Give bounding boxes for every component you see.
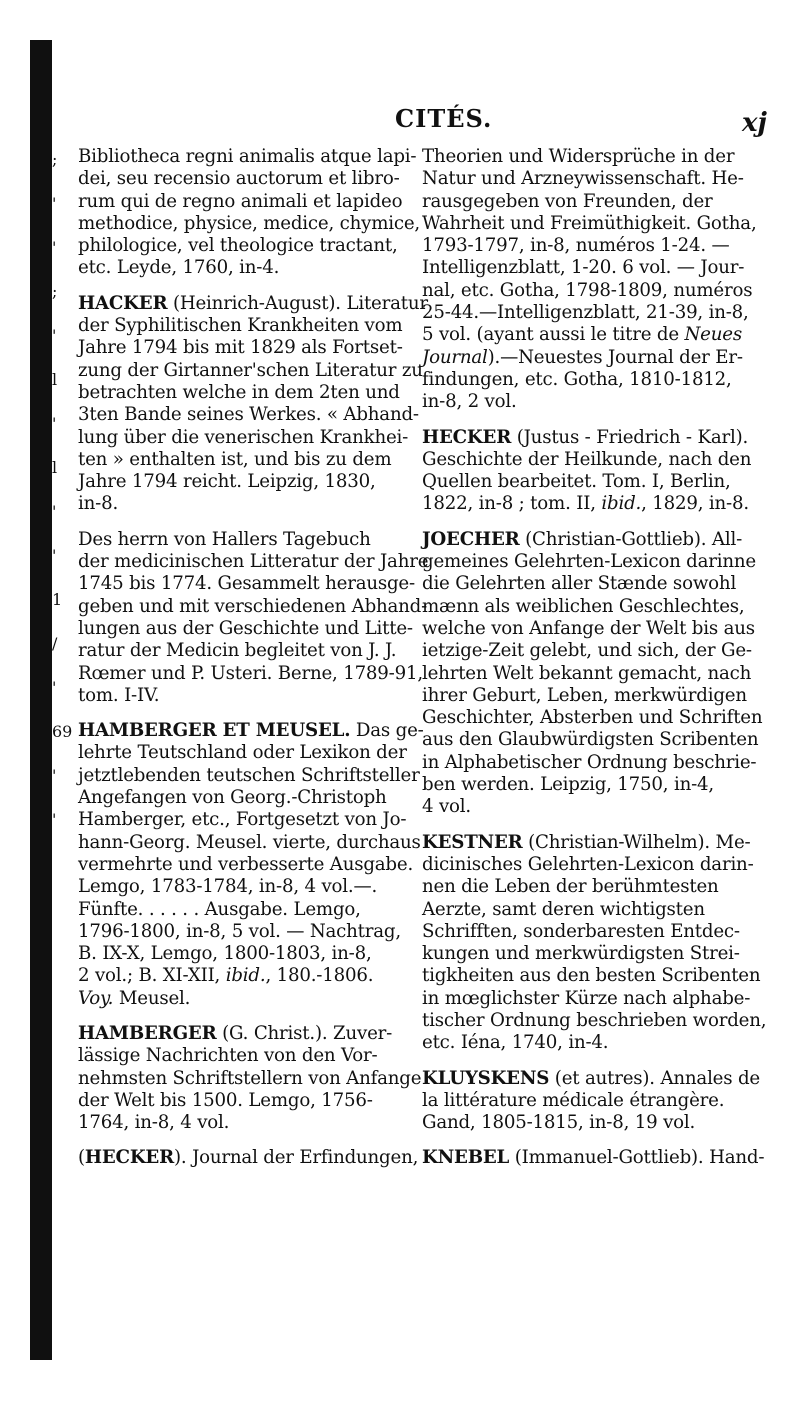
text-line: tom. I-IV.: [78, 684, 160, 706]
right-entry-4: [422, 832, 766, 1055]
text-line: etc. Iéna, 1740, in-4.: [422, 1032, 609, 1054]
text-line: 3ten Bande seines Werkes. « Abhand-: [78, 404, 419, 426]
text-line: etc. Leyde, 1760, in-4.: [78, 257, 280, 279]
text-line: hann-Georg. Meusel. vierte, durchaus: [78, 831, 421, 853]
edge-mark: l: [52, 458, 58, 477]
text-line: aus den Glaubwürdigsten Scribenten: [422, 729, 759, 751]
text-line: Schrifften, sonderbaresten Entdec-: [422, 920, 740, 942]
edge-mark: ': [52, 546, 57, 565]
text-line: Jahre 1794 reicht. Leipzig, 1830,: [78, 471, 376, 493]
edge-mark: 1: [52, 590, 63, 609]
text-line: ben werden. Leipzig, 1750, in-4,: [422, 774, 714, 796]
text-line: ratur der Medicin begleitet von J. J.: [78, 640, 397, 662]
italic-text: Journal: [422, 346, 488, 368]
text-line: Geschichter, Absterben und Schriften: [422, 707, 763, 729]
text-line: Intelligenzblatt, 1-20. 6 vol. — Jour-: [422, 257, 745, 279]
text-line: rum qui de regno animali et lapideo: [78, 190, 403, 212]
edge-mark: l: [52, 370, 58, 389]
text-line: Des herrn von Hallers Tagebuch: [78, 528, 371, 550]
text-line: jetztlebenden teutschen Schriftsteller: [78, 764, 420, 786]
author-name: HACKER: [78, 292, 168, 314]
text-line: in mœglichster Kürze nach alphabe-: [422, 987, 751, 1009]
edge-mark: ': [52, 238, 57, 257]
text-line: Aerzte, samt deren wichtigsten: [422, 898, 705, 920]
text-line: der medicinischen Litteratur der Jahre: [78, 551, 429, 573]
text-line: nen die Leben der berühmtesten: [422, 876, 719, 898]
edge-mark: ': [52, 326, 57, 345]
italic-text: ibid.: [225, 965, 266, 987]
text-line: rausgegeben von Freunden, der: [422, 190, 713, 212]
left-entry-1: [78, 146, 420, 280]
text-line: Journal).—Neuestes Journal der Er-: [422, 346, 743, 368]
text-line: gemeines Gelehrten-Lexicon darinne: [422, 551, 756, 573]
text-line: lung über die venerischen Krankhei-: [78, 426, 409, 448]
text-line: (HECKER). Journal der Erfindungen,: [78, 1147, 419, 1169]
text-line: HECKER (Justus - Friedrich - Karl).: [422, 426, 749, 448]
text-line: zung der Girtanner'schen Literatur zu: [78, 359, 423, 381]
author-name: HECKER: [84, 1147, 175, 1169]
left-entry-2: [78, 292, 428, 516]
text-line: nehmsten Schriftstellern von Anfange: [78, 1067, 422, 1089]
text-line: der Syphilitischen Krankheiten vom: [78, 315, 403, 337]
text-line: geben und mit verschiedenen Abhand-: [78, 595, 428, 617]
left-entry-6: [78, 1147, 419, 1169]
text-line: in-8.: [78, 493, 119, 515]
text-line: welche von Anfange der Welt bis aus: [422, 617, 755, 639]
author-name: KLUYSKENS: [422, 1067, 550, 1089]
italic-text: Neues: [684, 324, 742, 346]
text-line: KLUYSKENS (et autres). Annales de: [422, 1067, 760, 1089]
text-line: Lemgo, 1783-1784, in-8, 4 vol.—.: [78, 876, 378, 898]
text-line: lässige Nachrichten von den Vor-: [78, 1045, 378, 1067]
text-line: HAMBERGER ET MEUSEL. Das ge-: [78, 720, 424, 742]
text-line: 5 vol. (ayant aussi le titre de Neues: [422, 324, 742, 346]
text-line: 1793-1797, in-8, numéros 1-24. —: [422, 235, 730, 257]
text-line: Hamberger, etc., Fortgesetzt von Jo-: [78, 809, 407, 831]
author-name: KNEBEL: [422, 1147, 510, 1169]
author-name: KESTNER: [422, 831, 523, 853]
edge-mark: 69: [52, 722, 73, 741]
text-line: der Welt bis 1500. Lemgo, 1756-: [78, 1089, 373, 1111]
left-entry-5: [78, 1022, 422, 1134]
text-line: lehrten Welt bekannt gemacht, nach: [422, 662, 752, 684]
edge-mark: ': [52, 678, 57, 697]
right-entry-5: [422, 1068, 766, 1135]
text-line: Geschichte der Heilkunde, nach den: [422, 448, 752, 470]
edge-mark: ': [52, 194, 57, 213]
text-line: Natur und Arzneywissenschaft. He-: [422, 168, 744, 190]
right-entry-3: [422, 529, 766, 819]
text-line: 1822, in-8 ; tom. II, ibid., 1829, in-8.: [422, 493, 749, 515]
text-line: ten » enthalten ist, und bis zu dem: [78, 448, 392, 470]
text-line: vermehrte und verbesserte Ausgabe.: [78, 853, 414, 875]
text-line: in-8, 2 vol.: [422, 391, 517, 413]
text-line: in Alphabetischer Ordnung beschrie-: [422, 751, 757, 773]
edge-mark: ': [52, 766, 57, 785]
author-name: HECKER: [422, 426, 512, 448]
edge-mark: ;: [52, 282, 58, 301]
text-line: Theorien und Widersprüche in der: [422, 146, 735, 167]
edge-mark: ': [52, 502, 57, 521]
text-line: philologice, vel theologice tractant,: [78, 235, 398, 257]
text-line: 1745 bis 1774. Gesammelt herausge-: [78, 573, 415, 595]
text-line: tigkheiten aus den besten Scribenten: [422, 965, 761, 987]
right-entry-1: [422, 146, 766, 414]
text-line: Fünfte. . . . . . Ausgabe. Lemgo,: [78, 898, 361, 920]
text-line: HAMBERGER (G. Christ.). Zuver-: [78, 1022, 393, 1044]
edge-mark: ;: [52, 150, 58, 169]
text-line: Voy. Meusel.: [78, 987, 191, 1009]
text-line: Gand, 1805-1815, in-8, 19 vol.: [422, 1112, 696, 1134]
binding-edge: [30, 40, 52, 1360]
page-number: xj: [742, 108, 767, 138]
running-head: [0, 104, 800, 140]
left-column: [78, 146, 429, 1183]
left-entry-3: [78, 528, 429, 707]
edge-mark: /: [52, 634, 58, 653]
text-line: methodice, physice, medice, chymice,: [78, 212, 420, 234]
text-line: betrachten welche in dem 2ten und: [78, 381, 400, 403]
text-line: Wahrheit und Freimüthigkeit. Gotha,: [422, 212, 757, 234]
text-line: HACKER (Heinrich-August). Literatur: [78, 292, 428, 314]
text-line: Quellen bearbeitet. Tom. I, Berlin,: [422, 471, 731, 493]
text-line: JOECHER (Christian-Gottlieb). All-: [422, 528, 743, 550]
text-line: dei, seu recensio auctorum et libro-: [78, 168, 400, 190]
text-line: 4 vol.: [422, 796, 471, 818]
author-name: JOECHER: [422, 528, 520, 550]
text-line: lehrte Teutschland oder Lexikon der: [78, 742, 407, 764]
text-line: ihrer Geburt, Leben, merkwürdigen: [422, 684, 747, 706]
page-heading: CITÉS.: [395, 104, 493, 133]
text-line: lungen aus der Geschichte und Litte-: [78, 617, 413, 639]
edge-mark: ': [52, 810, 57, 829]
text-line: la littérature médicale étrangère.: [422, 1089, 725, 1111]
text-line: 2 vol.; B. XI-XII, ibid., 180.-1806.: [78, 965, 374, 987]
text-line: dicinisches Gelehrten-Lexicon darin-: [422, 853, 754, 875]
text-line: Rœmer und P. Usteri. Berne, 1789-91,: [78, 662, 423, 684]
text-line: die Gelehrten aller Stænde sowohl: [422, 573, 737, 595]
text-line: nal, etc. Gotha, 1798-1809, numéros: [422, 279, 753, 301]
italic-text: ibid.: [601, 493, 642, 515]
author-name: HAMBERGER ET MEUSEL.: [78, 720, 351, 742]
left-entry-4: [78, 720, 424, 1010]
text-line: Angefangen von Georg.-Christoph: [78, 787, 387, 809]
text-line: Jahre 1794 bis mit 1829 als Fortset-: [78, 337, 403, 359]
text-line: B. IX-X, Lemgo, 1800-1803, in-8,: [78, 943, 372, 965]
right-column: [422, 146, 766, 1183]
text-line: ietzige-Zeit gelebt, und sich, der Ge-: [422, 640, 752, 662]
edge-mark: ': [52, 414, 57, 433]
text-line: kungen und merkwürdigsten Strei-: [422, 943, 740, 965]
right-entry-6: [422, 1147, 766, 1169]
text-line: 25-44.—Intelligenzblatt, 21-39, in-8,: [422, 302, 749, 324]
text-line: Bibliotheca regni animalis atque lapi-: [78, 146, 417, 167]
text-line: KESTNER (Christian-Wilhelm). Me-: [422, 831, 751, 853]
text-line: 1796-1800, in-8, 5 vol. — Nachtrag,: [78, 920, 401, 942]
right-entry-2: [422, 427, 766, 516]
text-line: tischer Ordnung beschrieben worden,: [422, 1009, 767, 1031]
author-name: HAMBERGER: [78, 1022, 217, 1044]
italic-text: Voy.: [78, 987, 114, 1009]
text-line: mænn als weiblichen Geschlechtes,: [422, 595, 745, 617]
text-line: KNEBEL (Immanuel-Gottlieb). Hand-: [422, 1147, 765, 1169]
text-line: findungen, etc. Gotha, 1810-1812,: [422, 368, 732, 390]
text-line: 1764, in-8, 4 vol.: [78, 1112, 230, 1134]
